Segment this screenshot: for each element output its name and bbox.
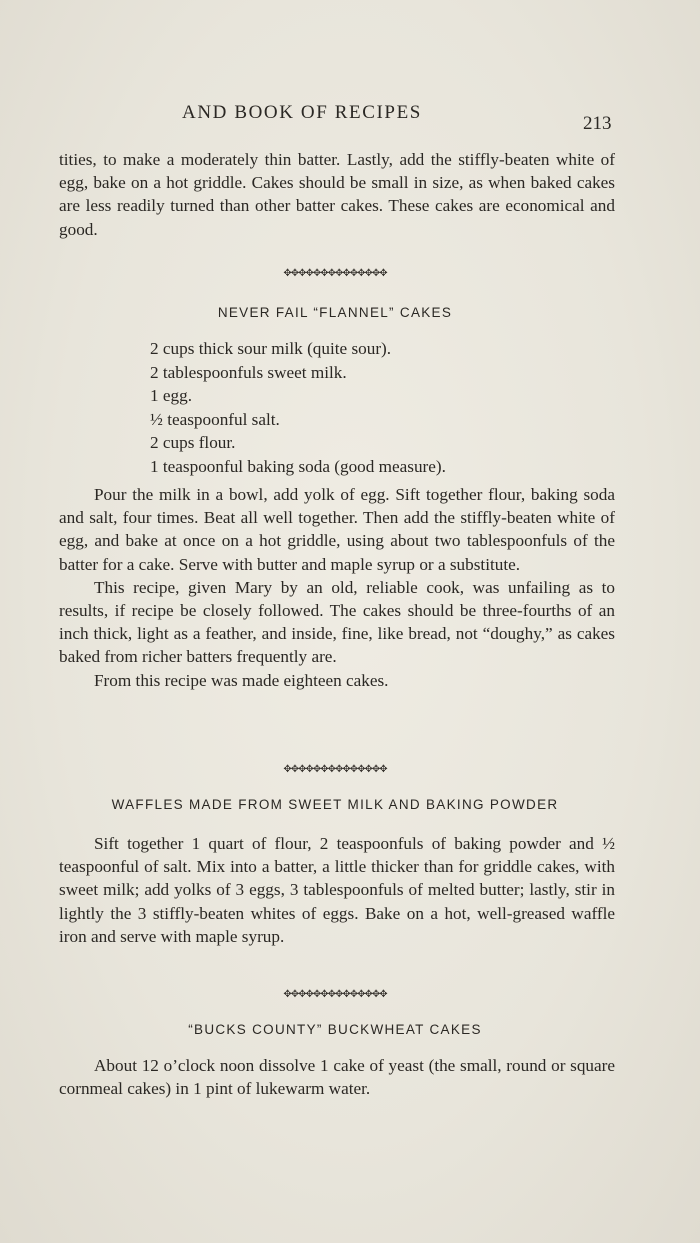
intro-paragraph-block	[59, 148, 615, 241]
ingredient-item: 2 tablespoonfuls sweet milk.	[150, 362, 347, 382]
ingredient-item: 2 cups flour.	[150, 433, 236, 453]
waffles-body	[59, 832, 615, 948]
running-title: AND BOOK OF RECIPES	[182, 102, 422, 123]
ingredient-list	[150, 337, 570, 479]
ornament-divider: ✥✥✥✥✥✥✥✥✥✥✥✥✥✥	[283, 268, 387, 279]
ornament-divider: ✥✥✥✥✥✥✥✥✥✥✥✥✥✥	[283, 764, 387, 775]
ingredient-item: 1 egg.	[150, 386, 193, 406]
running-head	[0, 100, 700, 134]
flannel-cakes-body	[59, 483, 615, 692]
buckwheat-cakes-body	[59, 1054, 615, 1100]
ornament-divider: ✥✥✥✥✥✥✥✥✥✥✥✥✥✥	[283, 989, 387, 1000]
recipe-paragraph: Sift together 1 quart of flour, 2 teaspoonfuls of baking powder and ½ teaspoonful of salt. Mix into a batter, a little thicker than for griddle cakes, with sweet milk; add yolks of 3 eggs, 3 tablespoonfuls of melted butter; lastly, stir in lightly the 3 stiffly-beaten whites of eggs. Bake on a hot, well-greased waffle iron and serve with maple syrup.	[59, 834, 615, 946]
recipe-paragraph: Pour the milk in a bowl, add yolk of egg. Sift together flour, baking soda and salt, four times. Beat all well together. Then add the stiffly-beaten white of egg, and bake at once on a hot griddle, using about two tablespoonfuls of the batter for a cake. Serve with butter and maple syrup or a substitute.	[59, 485, 615, 574]
ingredient-item: 1 teaspoonful baking soda (good measure).	[150, 456, 446, 476]
recipe-paragraph: From this recipe was made eighteen cakes.	[94, 670, 389, 690]
ingredient-item: ½ teaspoonful salt.	[150, 409, 280, 429]
recipe-paragraph: This recipe, given Mary by an old, reliable cook, was unfailing as to results, if recipe be closely followed. The cakes should be three-fourths of an inch thick, light as a feather, and inside, fine, like bread, not “doughy,” as cakes baked from richer batters frequently are.	[59, 577, 615, 667]
recipe-title-waffles: WAFFLES MADE FROM SWEET MILK AND BAKING POWDER	[111, 797, 559, 812]
recipe-title-flannel-cakes: NEVER FAIL “FLANNEL” CAKES	[217, 305, 453, 320]
ingredient-item: 2 cups thick sour milk (quite sour).	[150, 339, 392, 358]
recipe-paragraph: About 12 o’clock noon dissolve 1 cake of yeast (the small, round or square cornmeal cakes) in 1 pint of lukewarm water.	[59, 1056, 615, 1099]
recipe-title-buckwheat-cakes: “BUCKS COUNTY” BUCKWHEAT CAKES	[188, 1022, 482, 1037]
intro-paragraph: tities, to make a moderately thin batter. Lastly, add the stiffly-beaten white of egg, bake on a hot griddle. Cakes should be small in size, as when baked cakes are less readily turned than other batter cakes. These cakes are economical and good.	[59, 150, 615, 239]
page-number: 213	[583, 113, 612, 134]
